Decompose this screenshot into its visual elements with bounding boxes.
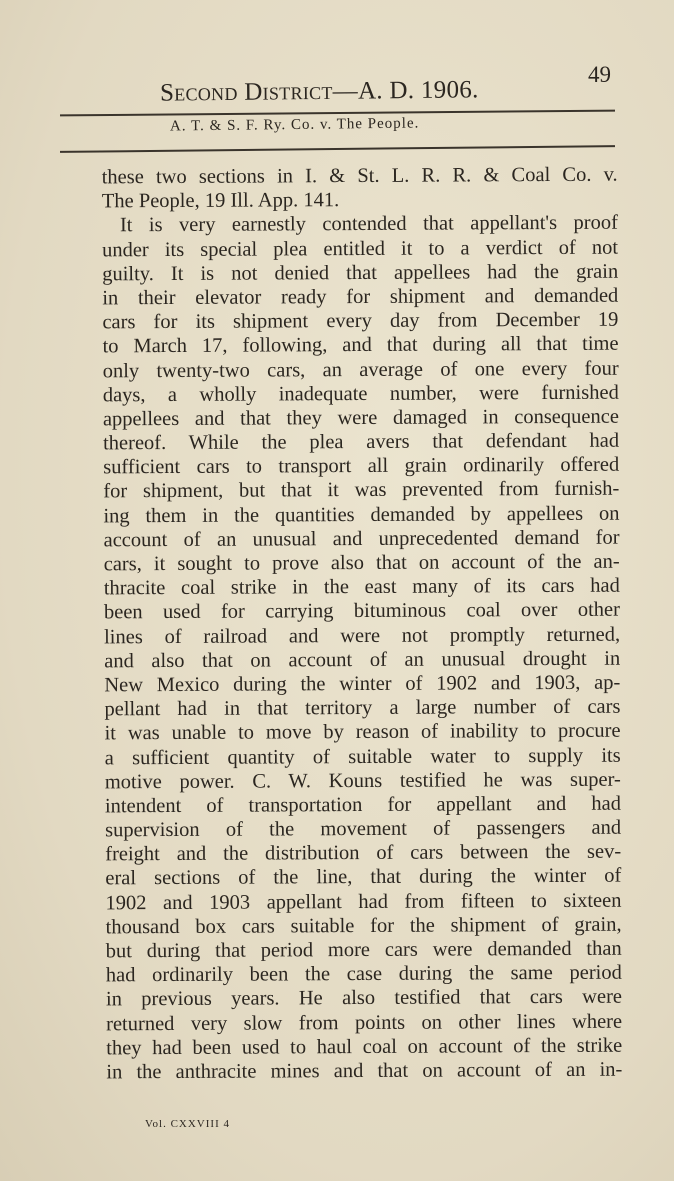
text-line: New Mexico during the winter of 1902 and 1903, ap- — [104, 671, 621, 697]
text-line: sufficient cars to transport all grain ordinarily offered — [103, 453, 620, 479]
divider — [60, 110, 615, 116]
text-line: and also that on account of an unusual drought in — [104, 647, 621, 673]
text-line: in previous years. He also testified that cars were — [105, 986, 623, 1011]
text-line: 1902 and 1903 appellant had from fifteen to sixteen — [105, 889, 622, 914]
text-line: returned very slow from points on other lines where — [106, 1010, 623, 1035]
text-line: lines of railroad and were not promptly returned, — [104, 623, 621, 648]
text-line: but during that period more cars were demanded than — [105, 937, 622, 963]
text-line: guilty. It is not denied that appellees had the grain — [102, 260, 619, 286]
text-line: ing them in the quantities demanded by appellees on — [103, 502, 620, 527]
text-line: appellees and that they were damaged in consequence — [102, 405, 619, 431]
text-line: in their elevator ready for shipment and demanded — [102, 284, 619, 310]
text-line: these two sections in I. & St. L. R. R. & Coal Co. v. — [101, 163, 618, 189]
signature-mark: Vol. CXXVIII 4 — [145, 1118, 230, 1130]
text-line: pellant had in that territory a large number of cars — [104, 695, 621, 721]
divider — [60, 145, 615, 152]
text-line: it was unable to move by reason of inability to procure — [104, 719, 621, 745]
text-line: under its special plea entitled it to a verdict of not — [101, 236, 619, 261]
page-number: 49 — [588, 62, 611, 87]
text-line: eral sections of the line, that during the winter of — [105, 865, 622, 890]
body-text — [102, 163, 623, 1085]
text-line: cars, it sought to prove also that on account of the an- — [103, 550, 620, 576]
text-line: to March 17, following, and that during all that time — [102, 332, 619, 358]
text-line: been used for carrying bituminous coal over other — [103, 599, 620, 624]
text-line: account of an unusual and unprecedented demand for — [103, 526, 620, 552]
text-line: in the anthracite mines and that on account of an in- — [106, 1058, 623, 1084]
text-line: thousand box cars suitable for the shipment of grain, — [105, 913, 622, 939]
text-line: intendent of transportation for appellant and had — [104, 792, 622, 818]
case-title: A. T. & S. F. Ry. Co. v. The People. — [169, 115, 420, 135]
text-line: a sufficient quantity of suitable water to supply its — [104, 744, 621, 769]
text-line: It is very earnestly contended that appellant's proof — [119, 212, 618, 237]
text-line: The People, 19 Ill. App. 141. — [101, 189, 340, 213]
text-line: only twenty-two cars, an average of one every four — [102, 357, 619, 382]
text-line: days, a wholly inadequate number, were furnished — [102, 381, 619, 407]
text-line: they had been used to haul coal on account of the strike — [106, 1034, 623, 1060]
text-line: supervision of the movement of passengers and — [105, 816, 622, 842]
running-head: Second District—A. D. 1906. — [159, 76, 479, 107]
text-line: thereof. While the plea avers that defendant had — [102, 429, 620, 455]
text-line: thracite coal strike in the east many of its cars had — [103, 574, 620, 600]
text-line: had ordinarily been the case during the same period — [105, 961, 622, 987]
text-line: cars for its shipment every day from December 19 — [102, 308, 619, 334]
text-line: freight and the distribution of cars between the sev- — [105, 840, 622, 866]
text-line: for shipment, but that it was prevented from furnish- — [103, 478, 620, 503]
text-line: motive power. C. W. Kouns testified he was super- — [104, 768, 621, 794]
